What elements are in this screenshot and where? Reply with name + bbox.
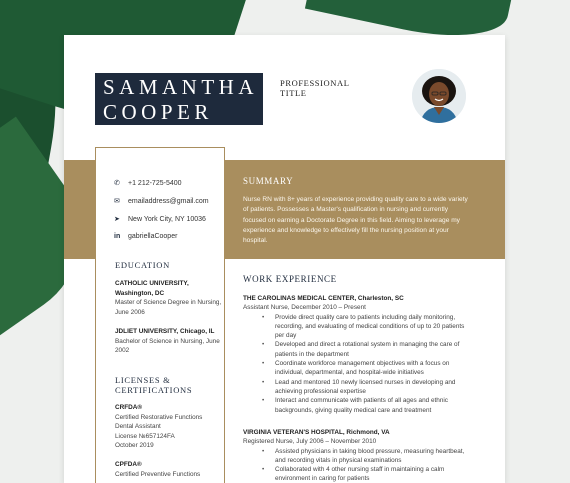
email-icon: ✉ bbox=[114, 198, 120, 205]
contact-text: +1 212-725-5400 bbox=[128, 180, 182, 187]
license-item bbox=[115, 403, 223, 451]
heading-line: CERTIFICATIONS bbox=[115, 385, 193, 395]
job-bullet: • Interact and communicate with patients of all ages and ethnic backgrounds, giving quality medical care and treatment bbox=[262, 396, 473, 415]
job-entry bbox=[243, 428, 473, 483]
linkedin-icon: in bbox=[114, 233, 121, 240]
education-item bbox=[115, 279, 223, 317]
name-last: COOPER bbox=[103, 100, 213, 124]
education-heading: EDUCATION bbox=[115, 260, 170, 270]
person-avatar-icon bbox=[412, 69, 466, 123]
job-role: Registered Nurse, July 2006 – November 2010 bbox=[243, 438, 377, 446]
job-bullet: • Assisted physicians in taking blood pressure, measuring heartbeat, and recording vitals in physical examinations bbox=[262, 447, 473, 466]
name-block bbox=[95, 73, 263, 125]
summary-heading: SUMMARY bbox=[243, 176, 294, 186]
license-line: Certified Restorative Functions bbox=[115, 413, 203, 421]
contact-email bbox=[114, 197, 209, 205]
job-role: Assistant Nurse, December 2010 – Present bbox=[243, 304, 366, 312]
license-line: License №657124FA bbox=[115, 432, 175, 440]
licenses-heading bbox=[115, 375, 192, 395]
license-item bbox=[115, 460, 223, 479]
degree-details: Bachelor of Science in Nursing, June 2002 bbox=[115, 337, 220, 354]
contact-text: gabriellaCooper bbox=[128, 233, 178, 240]
job-bullet: • Coordinate workforce management objectives with a focus on individual, departmental, and hospital-wide initiatives bbox=[262, 359, 473, 378]
job-bullets bbox=[243, 313, 473, 415]
sidebar bbox=[95, 147, 225, 483]
license-code: CRFDA® bbox=[115, 404, 143, 411]
school-name: JDLIET UNIVERSITY, Chicago, IL bbox=[115, 328, 215, 335]
license-code: CPFDA® bbox=[115, 461, 142, 468]
contact-linkedin bbox=[114, 233, 177, 240]
license-line: Dental Assistant bbox=[115, 423, 161, 430]
company-name: VIRGINIA VETERAN'S HOSPITAL, Richmond, VA bbox=[243, 429, 390, 436]
phone-icon: ✆ bbox=[114, 180, 120, 187]
degree-details: Master of Science Degree in Nursing, June 2006 bbox=[115, 299, 222, 316]
location-icon: ➤ bbox=[114, 216, 120, 223]
job-bullet: • Provide direct quality care to patients including daily monitoring, recording, and evaluating of medical conditions of up to 20 patients per day bbox=[262, 313, 473, 341]
job-entry bbox=[243, 294, 473, 415]
contact-text: emailaddress@gmail.com bbox=[128, 198, 209, 205]
title-line: PROFESSIONAL bbox=[280, 78, 350, 88]
job-bullet: • Lead and mentored 10 newly licensed nurses in developing and achieving professional expertise bbox=[262, 378, 473, 397]
company-name: THE CAROLINAS MEDICAL CENTER, Charleston, SC bbox=[243, 295, 404, 302]
heading-line: LICENSES & bbox=[115, 375, 171, 385]
contact-location bbox=[114, 215, 206, 223]
contact-phone bbox=[114, 179, 182, 187]
license-line: Certified Preventive Functions bbox=[115, 470, 201, 478]
title-line: TITLE bbox=[280, 88, 307, 98]
job-bullets bbox=[243, 447, 473, 483]
resume-page bbox=[64, 35, 505, 483]
professional-title bbox=[280, 78, 370, 98]
work-experience-heading: WORK EXPERIENCE bbox=[243, 274, 337, 284]
job-bullet: • Collaborated with 4 other nursing staff in maintaining a calm environment in caring for patients bbox=[262, 465, 473, 483]
license-line: October 2019 bbox=[115, 442, 154, 449]
school-name: CATHOLIC UNIVERSITY, Washington, DC bbox=[115, 280, 189, 297]
education-item bbox=[115, 327, 223, 356]
contact-text: New York City, NY 10036 bbox=[128, 216, 206, 223]
profile-photo bbox=[412, 69, 466, 123]
name-first: SAMANTHA bbox=[103, 75, 259, 99]
job-bullet: • Developed and direct a rotational system in managing the care of patients in the department bbox=[262, 340, 473, 359]
summary-text: Nurse RN with 8+ years of experience providing quality care to a wide variety of patients. Possesses a Master's qualification in nursing and currently focused on earning a Doctorate Degree in this field. Aiming to leverage my experience and knowledge to effectively fill the nursing position at your hospital. bbox=[243, 196, 468, 245]
